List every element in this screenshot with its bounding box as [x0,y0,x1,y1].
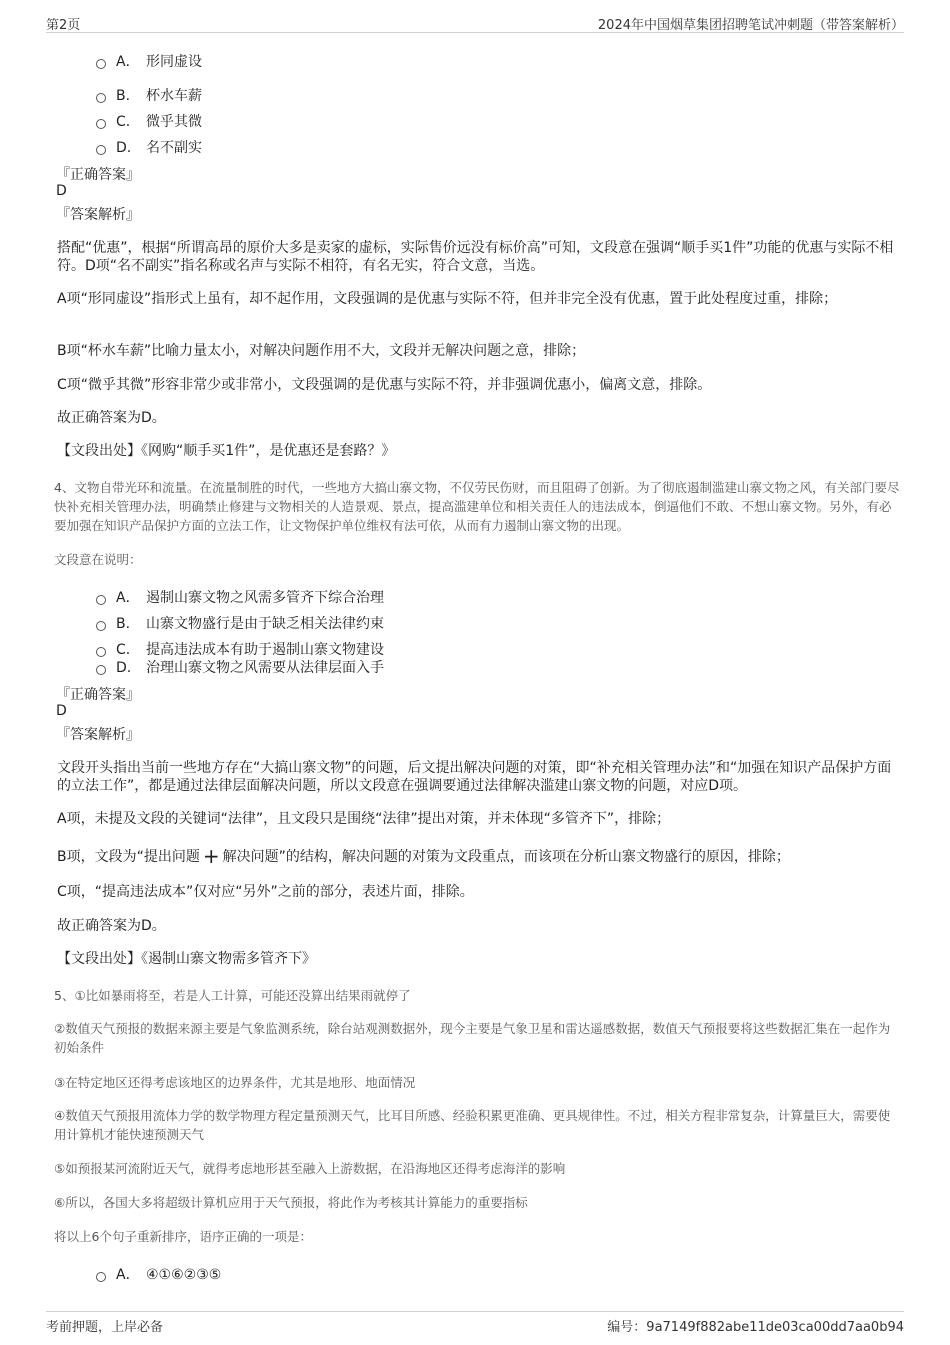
q5-prompt: 将以上6个句子重新排序，语序正确的一项是： [54,1229,312,1244]
q5-option-a[interactable]: A． ④①⑥②③⑤ [96,1264,221,1284]
q4-analysis-para: A项，未提及文段的关键词“法律”，且文段只是围绕“法律”提出对策，并未体现“多管齐下”，排除； [57,811,671,827]
radio-icon[interactable] [96,647,106,657]
page-number: 第2页 [46,18,81,33]
q4-analysis-para: C项，“提高违法成本”仅对应“另外”之前的部分，表述片面，排除。 [57,884,474,900]
q4-option-d[interactable]: D. 治理山寨文物之风需要从法律层面入手 [96,657,384,677]
radio-icon[interactable] [96,119,106,129]
q4-answer-label: 『正确答案』 [56,687,140,703]
q3-analysis-para: B项“杯水车薪”比喻力量太小，对解决问题作用不大，文段并无解决问题之意，排除； [57,343,586,359]
q3-answer: D [56,183,67,199]
q4-source: 【文段出处】《遏制山寨文物需多管齐下》 [57,951,316,967]
q4-option-c[interactable]: C. 提高违法成本有助于遏制山寨文物建设 [96,639,384,659]
q5-sentence: 5、①比如暴雨将至，若是人工计算，可能还没算出结果雨就停了 [54,988,411,1003]
q3-analysis-para: 故正确答案为D。 [57,410,166,426]
q3-analysis-para: A项“形同虚设”指形式上虽有，却不起作用，文段强调的是优惠与实际不符，但并非完全没有优惠，置于此处程度过重，排除； [57,291,838,307]
q4-analysis-label: 『答案解析』 [56,727,140,743]
footer-slogan: 考前押题，上岸必备 [46,1320,164,1335]
q5-sentence: ④数值天气预报用流体力学的数学物理方程定量预测天气，比耳目所感、经验积累更准确、更具规律性。不过，相关方程非常复杂，计算量巨大，需要使用计算机才能快速预测天气 [54,1108,891,1142]
q4-analysis-para-b: B项，文段为“提出问题 + 解决问题”的结构，解决问题的对策为文段重点，而该项在分析山寨文物盛行的原因，排除； [57,844,790,868]
document-id: 编号：9a7149f882abe11de03ca00dd7aa0b94 [607,1320,904,1335]
q4-analysis-para: 故正确答案为D。 [57,918,166,934]
radio-icon[interactable] [96,59,106,69]
q4-option-b[interactable]: B. 山寨文物盛行是由于缺乏相关法律约束 [96,613,384,633]
plus-sign: + [202,844,220,868]
q3-option-c[interactable]: C. 微乎其微 [96,111,202,131]
q4-option-a[interactable]: A． 遏制山寨文物之风需多管齐下综合治理 [96,587,384,607]
radio-icon[interactable] [96,93,106,103]
radio-icon[interactable] [96,145,106,155]
page-header [46,12,904,33]
q5-sentence: ⑥所以，各国大多将超级计算机应用于天气预报，将此作为考核其计算能力的重要指标 [54,1195,528,1210]
radio-icon[interactable] [96,665,106,675]
q3-option-a[interactable]: A． 形同虚设 [96,51,202,71]
radio-icon[interactable] [96,1272,106,1282]
q5-sentence: ②数值天气预报的数据来源主要是气象监测系统，除台站观测数据外，现今主要是气象卫星和雷达遥感数据，数值天气预报要将这些数据汇集在一起作为初始条件 [54,1021,891,1055]
q4-analysis-para: 文段开头指出当前一些地方存在“大搞山寨文物”的问题，后文提出解决问题的对策，即“补充相关管理办法”和“加强在知识产品保护方面的立法工作”，都是通过法律层面解决问题，所以文段意在强调要通过法律解决滥建山寨文物的问题，对应D项。 [57,760,892,794]
q5-sentence: ③在特定地区还得考虑该地区的边界条件，尤其是地形、地面情况 [54,1075,416,1090]
q3-option-b[interactable]: B. 杯水车薪 [96,85,202,105]
q3-answer-label: 『正确答案』 [56,167,140,183]
q5-sentence: ⑤如预报某河流附近天气，就得考虑地形甚至融入上游数据，在沿海地区还得考虑海洋的影响 [54,1161,566,1176]
radio-icon[interactable] [96,621,106,631]
q4-prompt: 文段意在说明： [54,552,142,567]
q3-analysis-label: 『答案解析』 [56,207,140,223]
radio-icon[interactable] [96,595,106,605]
page-footer [46,1311,904,1336]
document-title: 2024年中国烟草集团招聘笔试冲刺题（带答案解析） [597,18,904,33]
q4-stem: 4、文物自带光环和流量。在流量制胜的时代，一些地方大搞山寨文物，不仅劳民伤财，而且阻碍了创新。为了彻底遏制滥建山寨文物之风，有关部门要尽快补充相关管理办法，明确禁止修建与文物相关的人造景观、景点，提高滥建单位和相关责任人的违法成本，倒逼他们不敢、不想山寨文物。另外，有必要加强在知识产品保护方面的立法工作，让文物保护单位维权有法可依，从而有力遏制山寨文物的出现。 [54,480,900,533]
q3-analysis-para: C项“微乎其微”形容非常少或非常小，文段强调的是优惠与实际不符，并非强调优惠小，偏离文意，排除。 [57,377,712,393]
q3-analysis-para: 搭配“优惠”，根据“所谓高昂的原价大多是卖家的虚标，实际售价远没有标价高”可知，文段意在强调“顺手买1件”功能的优惠与实际不相符。D项“名不副实”指名称或名声与实际不相符，有名无实，符合文意，当选。 [57,240,894,274]
q3-source: 【文段出处】《网购“顺手买1件”，是优惠还是套路？》 [57,443,396,459]
q3-option-d[interactable]: D. 名不副实 [96,137,202,157]
q4-answer: D [56,703,67,719]
